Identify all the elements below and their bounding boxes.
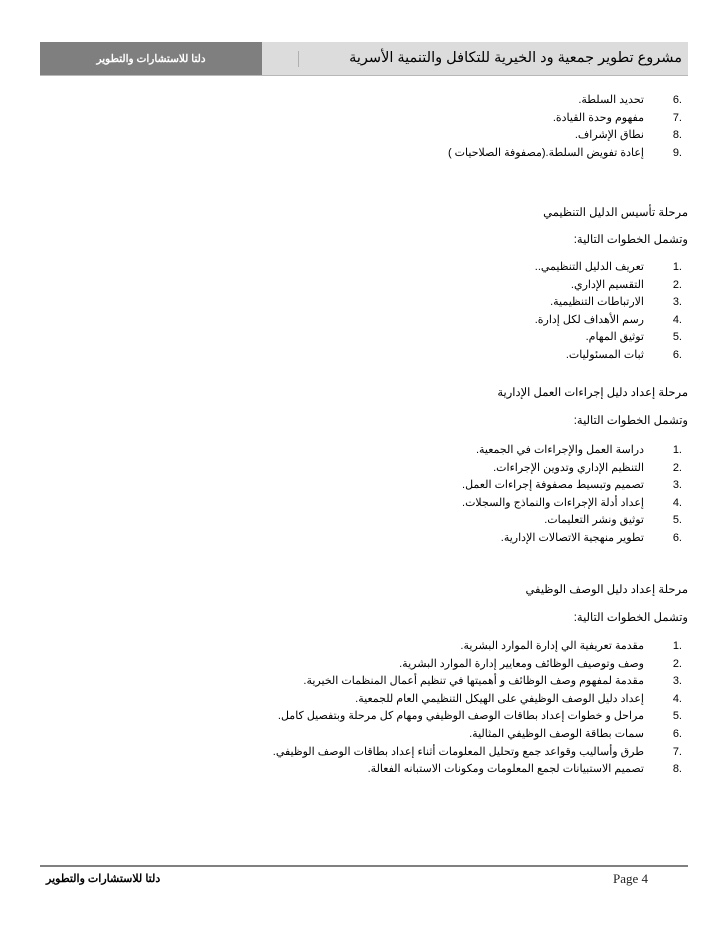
list-item: 2. التقسيم الإداري. <box>570 278 682 291</box>
list-item: 6. سمات بطاقة الوصف الوظيفي المثالية. <box>469 727 682 740</box>
page-number: Page 4 <box>612 871 648 886</box>
page-header <box>40 42 688 76</box>
list-item: 9. إعادة تفويض السلطة.(مصفوفة الصلاحيات ) <box>447 146 682 159</box>
list-org-guide <box>535 259 682 365</box>
header-divider <box>298 51 299 67</box>
list-item: 4. إعداد دليل الوصف الوظيفي على الهيكل التنظيمي العام للجمعية. <box>355 692 682 705</box>
list-item: 3. الارتباطات التنظيمية. <box>550 296 682 309</box>
list-item: 5. مراحل و خطوات إعداد بطاقات الوصف الوظيفي ومهام كل مرحلة وبتفصيل كامل. <box>277 710 682 723</box>
list-item: 6. تحديد السلطة. <box>578 94 682 106</box>
list-item: 2. التنظيم الإداري وتدوين الإجراءات. <box>493 461 682 474</box>
section-title-org-guide: مرحلة تأسيس الدليل التنظيمي <box>543 207 688 219</box>
list-item: 1. مقدمة تعريفية الي إدارة الموارد البشرية. <box>460 640 682 652</box>
header-project-title: مشروع تطوير جمعية ود الخيرية للتكافل والتنمية الأسرية <box>349 50 682 66</box>
section-intro: وتشمل الخطوات التالية: <box>573 612 688 624</box>
list-item: 3. مقدمة لمفهوم وصف الوظائف و أهميتها في تنظيم أعمال المنظمات الخيرية. <box>303 675 682 688</box>
list-item: 6. تطوير منهجية الاتصالات الإدارية. <box>500 531 682 544</box>
list-item: 4. رسم الأهداف لكل إدارة. <box>534 313 682 326</box>
footer-divider <box>40 865 688 867</box>
list-item: 8. نطاق الإشراف. <box>574 129 682 142</box>
section-intro: وتشمل الخطوات التالية: <box>573 234 688 246</box>
list-job-description <box>273 638 682 779</box>
list-continued <box>448 92 682 162</box>
list-procedures <box>462 442 682 548</box>
list-item: 5. توثيق ونشر التعليمات. <box>544 514 682 527</box>
list-item: 4. إعداد أدلة الإجراءات والنماذج والسجلات. <box>462 496 682 509</box>
footer-company-name: دلتا للاستشارات والتطوير <box>46 873 161 885</box>
list-item: 3. تصميم وتبسيط مصفوفة إجراءات العمل. <box>462 479 682 492</box>
list-item: 7. طرق وأساليب وقواعد جمع وتحليل المعلومات أثناء إعداد بطاقات الوصف الوظيفي. <box>272 745 682 758</box>
list-item: 6. ثبات المسئوليات. <box>565 348 682 361</box>
list-item: 8. تصميم الاستبيانات لجمع المعلومات ومكونات الاستبانه الفعالة. <box>367 763 682 776</box>
section-title-job-description: مرحلة إعداد دليل الوصف الوظيفي <box>525 584 688 596</box>
section-title-procedures: مرحلة إعداد دليل إجراءات العمل الإدارية <box>497 387 688 399</box>
section-intro: وتشمل الخطوات التالية: <box>573 415 688 427</box>
list-item: 2. وصف وتوصيف الوظائف ومعايير إدارة الموارد البشرية. <box>399 657 682 670</box>
list-item: 5. توثيق المهام. <box>585 331 682 344</box>
header-company-name: دلتا للاستشارات والتطوير <box>40 42 262 75</box>
list-item: 1. تعريف الدليل التنظيمي.. <box>534 261 682 273</box>
list-item: 1. دراسة العمل والإجراءات في الجمعية. <box>475 444 682 456</box>
list-item: 7. مفهوم وحدة القيادة. <box>552 111 682 124</box>
